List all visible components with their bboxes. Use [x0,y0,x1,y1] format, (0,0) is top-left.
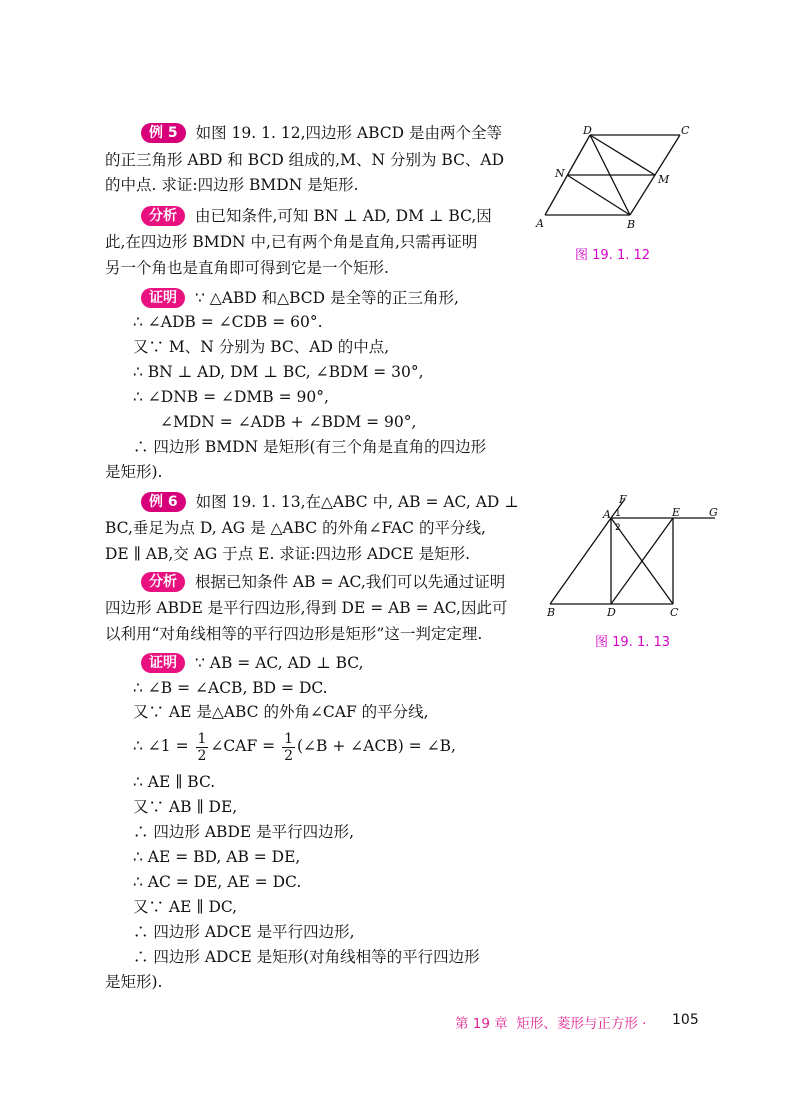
proof5-line-3: 又∵ M、N 分别为 BC、AD 的中点, [133,338,390,356]
proof6-line-9: ∴ AC = DE, AE = DC. [133,873,302,891]
example5-line-2: 的正三角形 ABD 和 BCD 组成的,M、N 分别为 BC、AD [105,151,505,169]
example-badge: 例 5 [141,123,186,143]
fig1-label-a: A [536,217,544,230]
fig2-label-c: C [670,606,679,619]
fig2-label-e: E [672,506,681,519]
analysis5-line-1 [141,204,492,228]
analysis5-line-3: 另一个角也是直角即可得到它是一个矩形. [105,259,389,277]
figure-19-1-13 [545,494,730,622]
proof5-text: ∵ △ABD 和△BCD 是全等的正三角形, [195,289,459,307]
proof5-line-6: ∠MDN = ∠ADB + ∠BDM = 90°, [160,413,417,431]
proof6-line-11: ∴ 四边形 ADCE 是平行四边形, [133,923,355,941]
fig1-label-c: C [681,125,690,137]
proof5-line-1 [141,286,459,310]
proof5-line-2: ∴ ∠ADB = ∠CDB = 60°. [133,313,323,331]
example6-line-2: BC,垂足为点 D, AG 是 △ABC 的外角∠FAC 的平分线, [105,519,486,537]
fig1-label-m: M [658,173,670,186]
example6-text: 如图 19. 1. 13,在△ABC 中, AB = AC, AD ⊥ [195,493,519,511]
analysis-badge: 分析 [141,206,185,226]
proof5-line-4: ∴ BN ⊥ AD, DM ⊥ BC, ∠BDM = 30°, [133,363,424,381]
proof6-line-8: ∴ AE = BD, AB = DE, [133,848,301,866]
analysis6-line-3: 以利用“对角线相等的平行四边形是矩形”这一判定定理. [105,625,483,643]
fig2-label-a: A [603,508,611,521]
chapter-title: 矩形、菱形与正方形 · [516,1016,647,1032]
proof5-line-7: ∴ 四边形 BMDN 是矩形(有三个角是直角的四边形 [133,438,487,456]
analysis6-line-2: 四边形 ABDE 是平行四边形,得到 DE = AB = AC,因此可 [105,599,508,617]
proof6-equation [133,728,456,764]
fig1-label-d: D [583,125,592,137]
example6-line-3: DE ∥ AB,交 AG 于点 E. 求证:四边形 ADCE 是矩形. [105,545,471,563]
fig1-label-b: B [627,218,636,231]
figure-19-1-13-caption: 图 19. 1. 13 [595,635,671,650]
proof6-line-3: 又∵ AE 是△ABC 的外角∠CAF 的平分线, [133,703,429,721]
fig2-label-b: B [547,606,556,619]
example5-line-3: 的中点. 求证:四边形 BMDN 是矩形. [105,176,359,194]
analysis6-line-1 [141,570,505,594]
example6-line-1 [141,490,519,514]
example-badge: 例 6 [141,492,186,512]
proof6-text: ∵ AB = AC, AD ⊥ BC, [195,654,364,672]
analysis-badge: 分析 [141,572,185,592]
analysis6-text: 根据已知条件 AB = AC,我们可以先通过证明 [195,573,506,591]
analysis5-text: 由已知条件,可知 BN ⊥ AD, DM ⊥ BC,因 [195,207,492,225]
proof6-line-12: ∴ 四边形 ADCE 是矩形(对角线相等的平行四边形 [133,948,480,966]
page-number: 105 [672,1012,699,1028]
proof-badge: 证明 [141,653,185,673]
proof5-line-8: 是矩形). [105,463,163,481]
fig2-angle-1: 1 [615,509,621,519]
fig2-label-d: D [607,606,616,619]
figure-19-1-12-caption: 图 19. 1. 12 [575,248,651,263]
proof6-line-1 [141,651,364,675]
fig2-label-f: F [619,494,627,506]
fig2-angle-2: 2 [615,523,621,533]
equation-mid: ∠CAF = [210,737,276,755]
proof6-line-10: 又∵ AE ∥ DC, [133,898,238,916]
chapter-label: 第 19 章 [455,1016,508,1032]
example5-text: 如图 19. 1. 12,四边形 ABCD 是由两个全等 [195,124,503,142]
fraction-half: $\frac{1}{2}$ [197,730,207,764]
proof6-line-7: ∴ 四边形 ABDE 是平行四边形, [133,823,355,841]
chapter-footer [455,1012,646,1032]
equation-end: (∠B + ∠ACB) = ∠B, [297,737,456,755]
proof6-line-5: ∴ AE ∥ BC. [133,773,216,791]
fig2-label-g: G [709,506,718,519]
equation-start: ∴ ∠1 = [133,737,189,755]
proof5-line-5: ∴ ∠DNB = ∠DMB = 90°, [133,388,329,406]
proof6-line-6: 又∵ AB ∥ DE, [133,798,238,816]
proof6-line-13: 是矩形). [105,973,163,991]
analysis5-line-2: 此,在四边形 BMDN 中,已有两个角是直角,只需再证明 [105,233,478,251]
proof-badge: 证明 [141,288,185,308]
figure-19-1-12 [535,125,705,235]
example5-line-1 [141,121,502,145]
fig1-label-n: N [555,167,565,180]
fraction-half: $\frac{1}{2}$ [284,730,293,764]
proof6-line-2: ∴ ∠B = ∠ACB, BD = DC. [133,679,328,697]
